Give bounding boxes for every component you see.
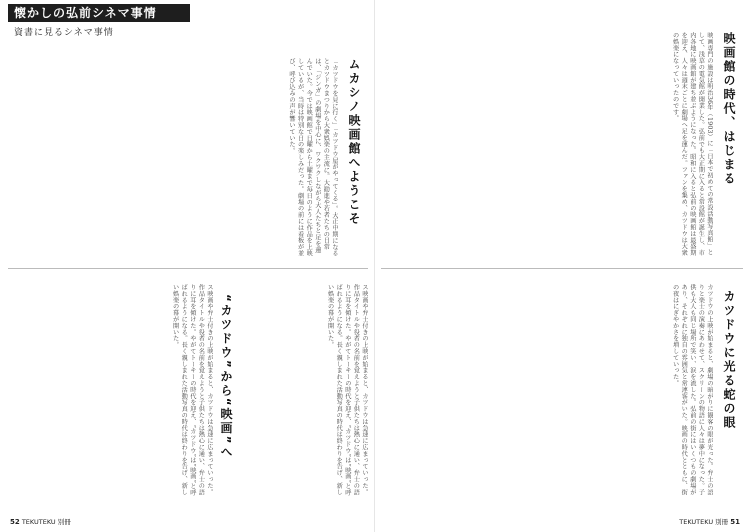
section-body-mukashino: 「カツドウを見に行く」「カツドウ屋がやってくる」。大正中期になるとカツドウまつりから大衆娯楽の主流に。大勧進や若者たちの日常は、「ジンガ」の劇場を中心に、ワクワクしながら大人たちと足を運んでいた。今では映画館で日曜から土曜まで毎日のように作品を上映しているが、当時は特別な日の楽しみだった。劇場の前には看板が並び、呼び込みの声が響いていた。 [288, 58, 338, 257]
section-body-katsudo-eiga-b: ス映画や弁士付きの上映が始まると、カツドウは急速に広まっていった。作品タイトルや役者の名前を覚えようと子供たちは熱心に通い、弁士の語りに耳を傾けた。やがてトーキーの時代を迎え、“カツドウ”は“映画”と呼ばれるようになる。長く親しまれた活動写真の時代は終わりを告げ、新しい娯楽の幕が開いた。 [171, 284, 213, 496]
section-divider [381, 268, 743, 269]
page-number: 52 [10, 518, 20, 526]
page-footer-right [679, 517, 740, 526]
section-body-eigakan: 映画専門の施設は明治36年（1903）に「日本で初めての常設活動写真館」として、浅草の電気館が開業した。弘前でも大正期に入ると常設館が誕生し、市内各地に映画館が建ち並ぶようになった。昭和に入ると弘前の映画館は最盛期を迎え、人々は週末ごとに劇場へ足を運んだ。ファンを集め、カツドウは大衆の娯楽になっていったのです。 [671, 32, 713, 256]
section-heading-mukashino: ムカシノ映画館へようこそ [347, 58, 361, 226]
section-heading-hebi-no-me: カツドウに光る蛇の眼 [722, 290, 736, 430]
footer-label: TEKUTEKU 別冊 [21, 518, 71, 526]
section-heading-katsudo-eiga: “カツドウ”から“映画”へ [219, 294, 233, 460]
section-divider [8, 268, 368, 269]
section-body-hebi-no-me: カツドウの上映が始まると、劇場の暗がりに観客の眼が光った。弁士の語りと楽士の演奏にあわせて、スクリーンの物語に人々は夢中になった。子供も大人も同じ場所で笑い、涙を流した。弘前の街にはいくつもの劇場があり、それぞれに独自の雰囲気と常連客がいた。映画の時代とともに、街の夜はにぎやかさを増していった。 [671, 284, 713, 496]
page-subtitle: 資書に見るシネマ事情 [14, 28, 114, 38]
page-number: 51 [730, 518, 740, 526]
right-page [375, 0, 750, 532]
section-body-katsudo-eiga-a: ス映画や弁士付きの上映が始まると、カツドウは急速に広まっていった。作品タイトルや役者の名前を覚えようと子供たちは熱心に通い、弁士の語りに耳を傾けた。やがてトーキーの時代を迎え、“カツドウ”は“映画”と呼ばれるようになる。長く親しまれた活動写真の時代は終わりを告げ、新しい娯楽の幕が開いた。 [326, 284, 368, 496]
section-heading-eigakan: 映画館の時代、はじまる [722, 32, 736, 186]
page-footer-left [10, 517, 71, 526]
footer-label: TEKUTEKU 別冊 [679, 518, 729, 526]
page-title: 懐かしの弘前シネマ事情 [8, 4, 190, 22]
